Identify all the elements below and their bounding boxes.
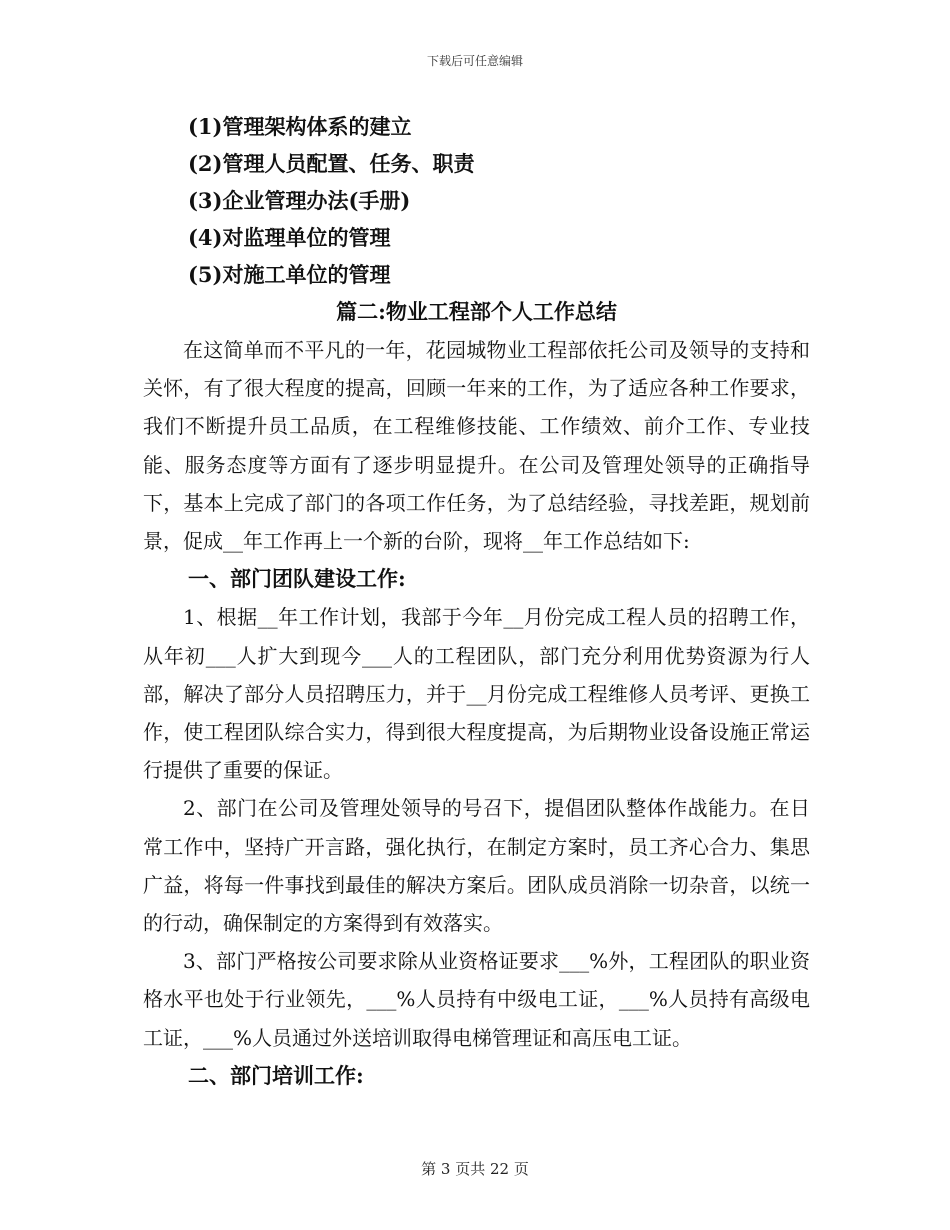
toc-item: (1)管理架构体系的建立 xyxy=(188,114,412,139)
intro-paragraph: 在这简单而不平凡的一年，花园城物业工程部依托公司及领导的支持和关怀，有了很大程度的提高，回顾一年来的工作，为了适应各种工作要求，我们不断提升员工品质，在工程维修技能、工作绩效、前介工作、专业技能、服务态度等方面有了逐步明显提升。在公司及管理处领导的正确指导下，基本上完成了部门的各项工作任务，为了总结经验，寻找差距，规划前景，促成__年工作再上一个新的台阶，现将__年工作总结如下: xyxy=(143,338,810,554)
page-header: 下载后可任意编辑 xyxy=(426,54,523,68)
section-title: 篇二:物业工程部个人工作总结 xyxy=(336,299,617,324)
paragraph-item-2: 2、部门在公司及管理处领导的号召下，提倡团队整体作战能力。在日常工作中，坚持广开言路，强化执行，在制定方案时，员工齐心合力、集思广益，将每一件事找到最佳的解决方案后。团队成员消除一切杂音，以统一的行动，确保制定的方案得到有效落实。 xyxy=(143,796,810,936)
toc-item: (4)对监理单位的管理 xyxy=(188,225,391,250)
paragraph-item-1: 1、根据__年工作计划，我部于今年__月份完成工程人员的招聘工作，从年初___人扩大到现今___人的工程团队，部门充分利用优势资源为行人部，解决了部分人员招聘压力，并于__月份完成工程维修人员考评、更换工作，使工程团队综合实力，得到很大程度提高，为后期物业设备设施正常运行提供了重要的保证。 xyxy=(143,605,810,783)
toc-item: (5)对施工单位的管理 xyxy=(188,262,391,287)
heading-training: 二、部门培训工作: xyxy=(188,1062,364,1088)
heading-team-building: 一、部门团队建设工作: xyxy=(188,566,406,592)
document-body xyxy=(143,108,810,1095)
toc-item: (2)管理人员配置、任务、职责 xyxy=(188,151,475,176)
page-footer: 第 3 页共 22 页 xyxy=(421,1160,529,1178)
paragraph-item-3: 3、部门严格按公司要求除从业资格证要求___%外，工程团队的职业资格水平也处于行业领先，___%人员持有中级电工证，___%人员持有高级电工证，___%人员通过外送培训取得电梯管理证和高压电工证。 xyxy=(143,949,810,1050)
toc-item: (3)企业管理办法(手册) xyxy=(188,188,411,213)
